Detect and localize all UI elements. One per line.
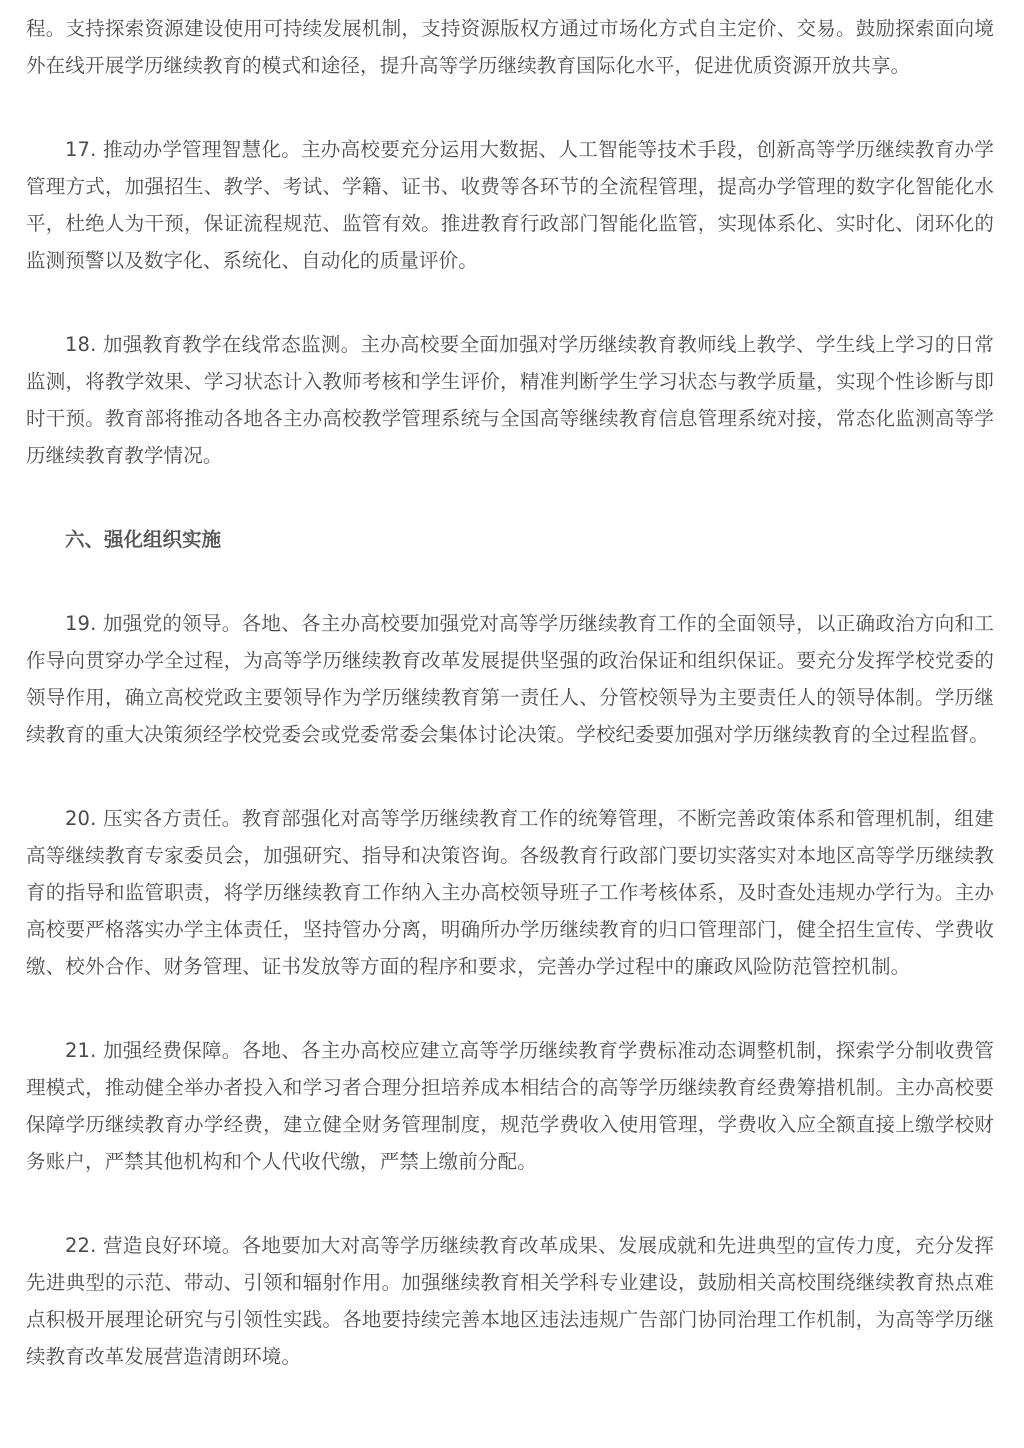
paragraph-20: 20. 压实各方责任。教育部强化对高等学历继续教育工作的统筹管理，不断完善政策体系和管理机制，组建高等继续教育专家委员会，加强研究、指导和决策咨询。各级教育行政部门要切实落实对本地区高等学历继续教育的指导和监管职责，将学历继续教育工作纳入主办高校领导班子工作考核体系，及时查处违规办学行为。主办高校要严格落实办学主体责任，坚持管办分离，明确所办学历继续教育的归口管理部门，健全招生宣传、学费收缴、校外合作、财务管理、证书发放等方面的程序和要求，完善办学过程中的廉政风险防范管控机制。 xyxy=(26,807,994,978)
paragraph-gap xyxy=(26,474,994,521)
paragraph-22: 22. 营造良好环境。各地要加大对高等学历继续教育改革成果、发展成就和先进典型的宣传力度，充分发挥先进典型的示范、带动、引领和辐射作用。加强继续教育相关学科专业建设，鼓励相关高校围绕继续教育热点难点积极开展理论研究与引领性实践。各地要持续完善本地区违法违规广告部门协同治理工作机制，为高等学历继续教育改革发展营造清朗环境。 xyxy=(26,1234,994,1368)
paragraph-gap xyxy=(26,753,994,800)
paragraph-gap xyxy=(26,84,994,131)
section-heading: 六、强化组织实施 xyxy=(65,528,222,551)
paragraph-21: 21. 加强经费保障。各地、各主办高校应建立高等学历继续教育学费标准动态调整机制，探索学分制收费管理模式，推动健全举办者投入和学习者合理分担培养成本相结合的高等学历继续教育经费筹措机制。主办高校要保障学历继续教育办学经费，建立健全财务管理制度，规范学费收入使用管理，学费收入应全额直接上缴学校财务账户，严禁其他机构和个人代收代缴，严禁上缴前分配。 xyxy=(26,1039,994,1173)
paragraph-17: 17. 推动办学管理智慧化。主办高校要充分运用大数据、人工智能等技术手段，创新高等学历继续教育办学管理方式，加强招生、教学、考试、学籍、证书、收费等各环节的全流程管理，提高办学管理的数字化智能化水平，杜绝人为干预，保证流程规范、监管有效。推进教育行政部门智能化监管，实现体系化、实时化、闭环化的监测预警以及数字化、系统化、自动化的质量评价。 xyxy=(26,138,994,272)
paragraph-gap xyxy=(26,1180,994,1227)
paragraph-gap xyxy=(26,558,994,605)
paragraph-continuation: 程。支持探索资源建设使用可持续发展机制，支持资源版权方通过市场化方式自主定价、交易。鼓励探索面向境外在线开展学历继续教育的模式和途径，提升高等学历继续教育国际化水平，促进优质资源开放共享。 xyxy=(26,17,994,77)
paragraph-19: 19. 加强党的领导。各地、各主办高校要加强党对高等学历继续教育工作的全面领导，以正确政治方向和工作导向贯穿办学全过程，为高等学历继续教育改革发展提供坚强的政治保证和组织保证。要充分发挥学校党委的领导作用，确立高校党政主要领导作为学历继续教育第一责任人、分管校领导为主要责任人的领导体制。学历继续教育的重大决策须经学校党委会或党委常委会集体讨论决策。学校纪委要加强对学历继续教育的全过程监督。 xyxy=(26,612,994,746)
paragraph-gap xyxy=(26,279,994,326)
paragraph-gap xyxy=(26,985,994,1032)
paragraph-18: 18. 加强教育教学在线常态监测。主办高校要全面加强对学历继续教育教师线上教学、学生线上学习的日常监测，将教学效果、学习状态计入教师考核和学生评价，精准判断学生学习状态与教学质量，实现个性诊断与即时干预。教育部将推动各地各主办高校教学管理系统与全国高等继续教育信息管理系统对接，常态化监测高等学历继续教育教学情况。 xyxy=(26,333,994,467)
